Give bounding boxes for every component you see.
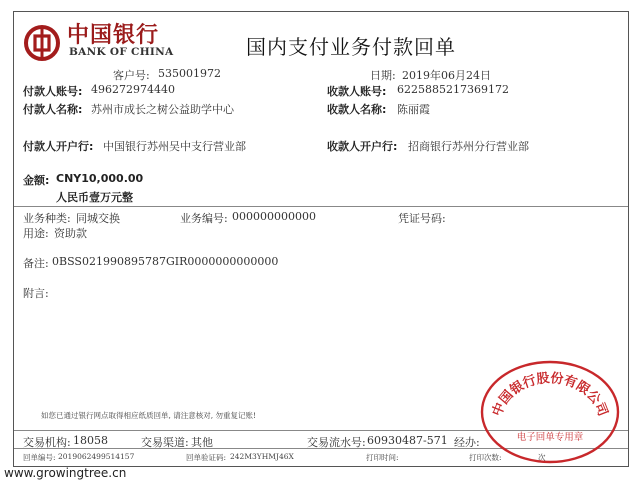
amount-value: CNY10,000.00	[56, 172, 144, 185]
org-value: 18058	[73, 434, 108, 447]
channel-label: 交易渠道:	[141, 436, 189, 449]
print-count-unit: 次	[538, 453, 546, 462]
business-type-label: 业务种类:	[23, 212, 71, 225]
bank-of-china-logo-icon	[24, 25, 60, 61]
svg-text:中国银行股份有限公司	[489, 370, 611, 418]
receipt-no-value: 2019062499514157	[58, 452, 135, 461]
handler-label: 经办:	[454, 436, 480, 449]
org-label: 交易机构:	[23, 436, 71, 449]
payer-name-label: 付款人名称:	[23, 103, 83, 116]
bank-name-en: BANK OF CHINA	[69, 46, 174, 58]
payee-name-value: 陈丽霞	[397, 103, 430, 116]
payee-name-label: 收款人名称:	[327, 103, 387, 116]
payee-account-value: 6225885217369172	[397, 83, 509, 96]
electronic-receipt-seal-icon	[477, 354, 623, 464]
bank-name-cn: 中国银行	[67, 22, 160, 48]
serial-label: 交易流水号:	[307, 436, 366, 449]
purpose-label: 用途:	[23, 227, 49, 240]
payee-bank-label: 收款人开户行:	[327, 140, 398, 153]
payer-bank-value: 中国银行苏州吴中支行营业部	[103, 140, 246, 153]
remark-label: 备注:	[23, 257, 49, 270]
business-no-value: 000000000000	[232, 210, 316, 223]
channel-value: 其他	[191, 436, 213, 449]
date-value: 2019年06月24日	[402, 69, 491, 82]
serial-value: 60930487-571	[367, 434, 448, 447]
amount-label: 金额:	[23, 174, 50, 187]
payer-account-label: 付款人账号:	[23, 85, 83, 98]
payer-name-value: 苏州市成长之树公益助学中心	[91, 103, 234, 116]
business-type-value: 同城交换	[76, 212, 120, 225]
payee-bank-value: 招商银行苏州分行营业部	[408, 140, 529, 153]
duplicate-notice: 如您已通过银行网点取得相应纸质回单, 请注意核对, 勿重复记账!	[41, 411, 257, 420]
print-count-label: 打印次数:	[469, 453, 502, 462]
page-title: 国内支付业务付款回单	[246, 35, 456, 59]
seal-top-text: 中国银行股份有限公司	[489, 371, 611, 419]
seal-bottom-text: 电子回单专用章	[516, 432, 584, 443]
receipt-no-label: 回单编号:	[23, 453, 56, 462]
customer-no-label: 客户号:	[113, 69, 150, 82]
payer-account-value: 496272974440	[91, 83, 175, 96]
customer-no-value: 535001972	[158, 67, 221, 80]
amount-in-words: 人民币壹万元整	[56, 191, 133, 204]
divider	[14, 206, 628, 207]
remark-value: 0BSS021990895787GIR0000000000000	[52, 255, 279, 268]
voucher-no-label: 凭证号码:	[398, 212, 446, 225]
date-label: 日期:	[370, 69, 396, 82]
verify-code-label: 回单验证码:	[186, 453, 227, 462]
purpose-value: 资助款	[54, 227, 87, 240]
watermark-text: www.growingtree.cn	[4, 466, 127, 480]
print-time-label: 打印时间:	[366, 453, 399, 462]
receipt	[13, 11, 629, 467]
verify-code-value: 242M3YHMJ46X	[230, 452, 294, 461]
payee-account-label: 收款人账号:	[327, 85, 387, 98]
note-label: 附言:	[23, 287, 49, 300]
business-no-label: 业务编号:	[180, 212, 228, 225]
payer-bank-label: 付款人开户行:	[23, 140, 94, 153]
